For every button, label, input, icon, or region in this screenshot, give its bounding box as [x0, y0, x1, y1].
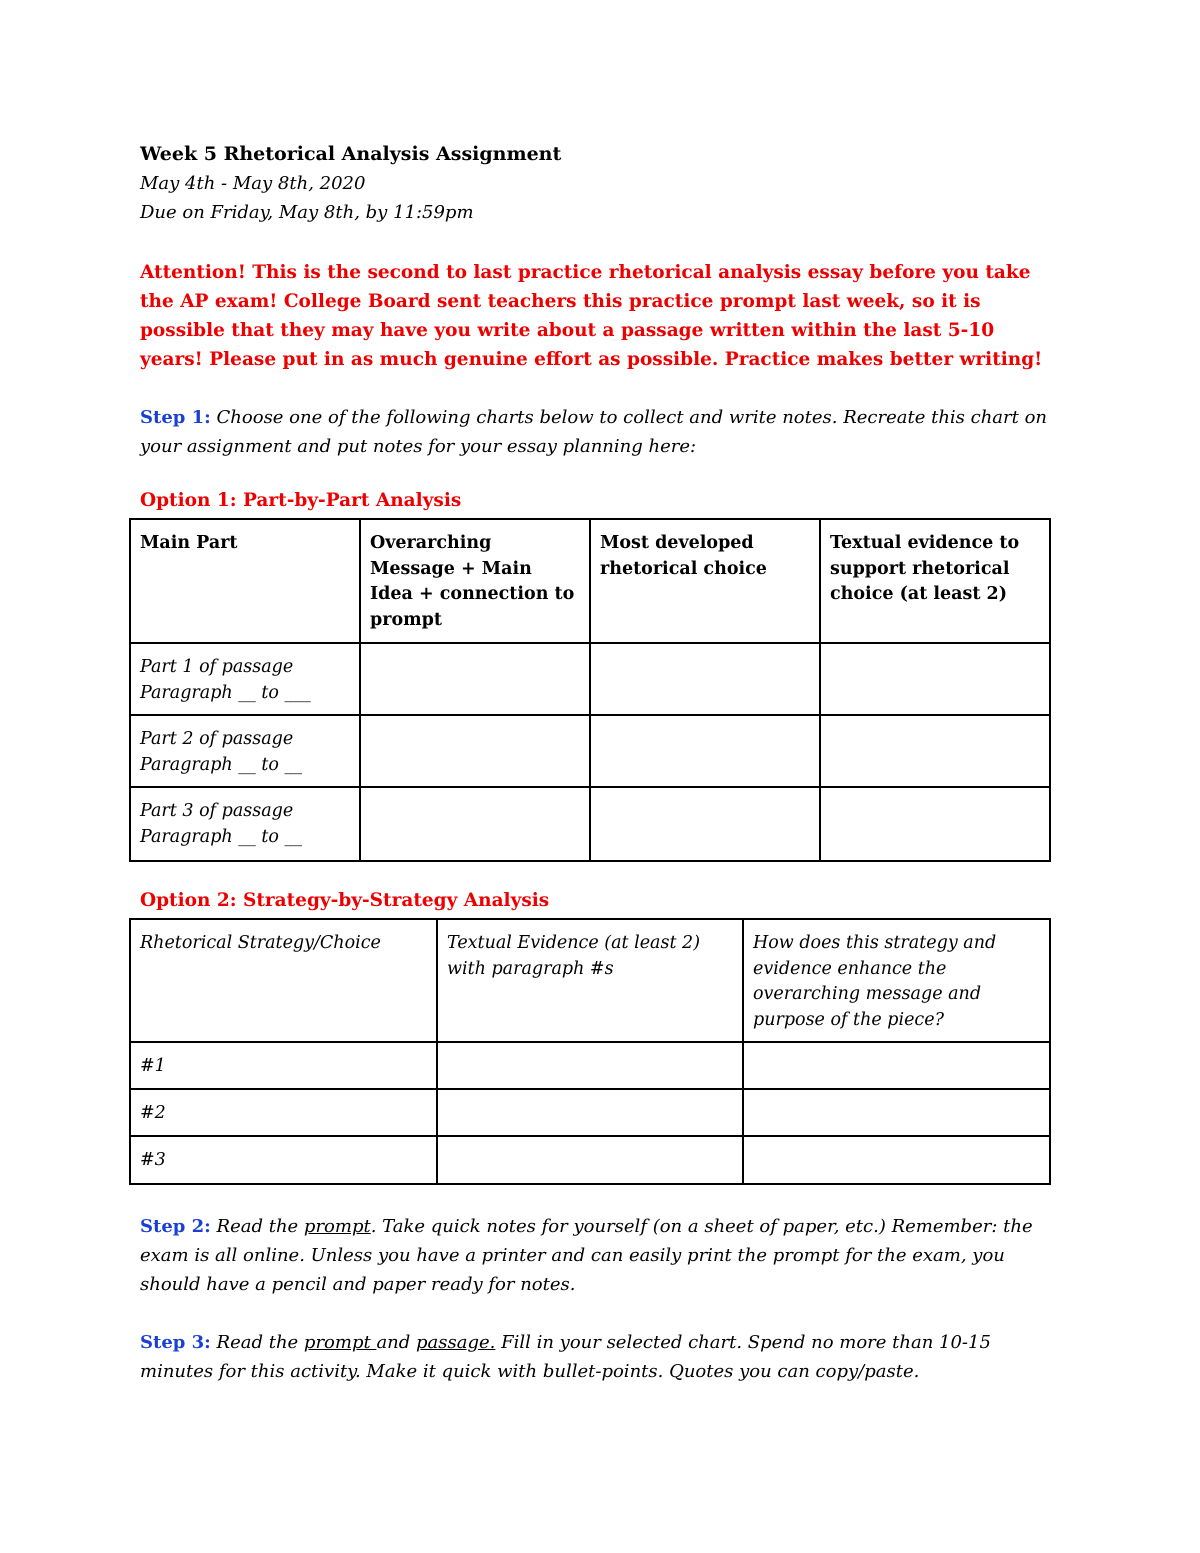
prompt-link-2[interactable]: prompt — [303, 1332, 377, 1353]
empty-cell[interactable] — [590, 787, 820, 861]
header-cell: How does this strategy and evidence enhance the overarching message and purpose of the piece? — [743, 919, 1050, 1042]
step-1 — [140, 403, 1052, 461]
passage-link[interactable]: passage. — [416, 1332, 496, 1353]
date-range: May 4th - May 8th, 2020 — [140, 173, 366, 194]
assignment-title: Week 5 Rhetorical Analysis Assignment — [140, 143, 562, 165]
step-3-label: Step 3: — [140, 1332, 211, 1353]
header-cell: Overarching Message + Main Idea + connection to prompt — [360, 519, 590, 643]
table-row — [130, 643, 1050, 715]
step-2-text-b: . Take quick notes for yourself (on a sheet of paper, etc.) Remember: the exam is all online. Unless you have a printer and can easily print the prompt for the exam, you should have a pencil and paper ready for notes. — [140, 1216, 1033, 1295]
table-row — [130, 1042, 1050, 1089]
step-2-label: Step 2: — [140, 1216, 211, 1237]
empty-cell[interactable] — [360, 643, 590, 715]
header-cell: Most developed rhetorical choice — [590, 519, 820, 643]
header-cell: Textual evidence to support rhetorical choice (at least 2) — [820, 519, 1050, 643]
empty-cell[interactable] — [360, 715, 590, 787]
row-label-cell — [130, 715, 360, 787]
empty-cell[interactable] — [820, 787, 1050, 861]
option-1-title: Option 1: Part-by-Part Analysis — [140, 490, 462, 511]
strategy-by-strategy-table — [129, 918, 1051, 1185]
table-header-row — [130, 519, 1050, 643]
step-1-label: Step 1: — [140, 407, 211, 428]
empty-cell[interactable] — [743, 1042, 1050, 1089]
part-by-part-table — [129, 518, 1051, 862]
table-header-row — [130, 919, 1050, 1042]
table-row — [130, 787, 1050, 861]
attention-notice: Attention! This is the second to last practice rhetorical analysis essay before you take the AP exam! College Board sent teachers this practice prompt last week, so it is possible that they may have you write about a passage written within the last 5-10 years! Please put in as much genuine effort as possible. Practice makes better writing! — [140, 262, 1043, 370]
table-row — [130, 715, 1050, 787]
row-label-line: Part 1 of passage — [140, 657, 294, 677]
empty-cell[interactable] — [437, 1136, 743, 1184]
empty-cell[interactable] — [437, 1042, 743, 1089]
table-row — [130, 1089, 1050, 1136]
row-label-cell: #3 — [130, 1136, 437, 1184]
step-1-text: Choose one of the following charts below to collect and write notes. Recreate this chart on your assignment and put notes for your essay planning here: — [140, 407, 1048, 457]
row-label-line: Part 2 of passage — [140, 729, 294, 749]
row-label-line: Paragraph __ to __ — [140, 754, 302, 775]
empty-cell[interactable] — [820, 715, 1050, 787]
row-label-line: Paragraph __ to ___ — [140, 682, 311, 703]
header-cell: Main Part — [130, 519, 360, 643]
option-2-title: Option 2: Strategy-by-Strategy Analysis — [140, 890, 550, 911]
empty-cell[interactable] — [820, 643, 1050, 715]
step-3-text-c: Fill in your selected chart. Spend no more than 10-15 minutes for this activity. Make it quick with bullet-points. Quotes you can copy/paste. — [140, 1332, 991, 1382]
empty-cell[interactable] — [590, 643, 820, 715]
row-label-cell: #2 — [130, 1089, 437, 1136]
empty-cell[interactable] — [590, 715, 820, 787]
step-3 — [140, 1328, 1052, 1386]
step-2-text-a: Read the — [216, 1216, 304, 1237]
step-2 — [140, 1212, 1052, 1299]
header-cell: Textual Evidence (at least 2) with paragraph #s — [437, 919, 743, 1042]
row-label-line: Paragraph __ to __ — [140, 826, 302, 847]
row-label-line: Part 3 of passage — [140, 801, 294, 821]
row-label-cell — [130, 643, 360, 715]
prompt-link[interactable]: prompt — [303, 1216, 371, 1237]
header-cell: Rhetorical Strategy/Choice — [130, 919, 437, 1042]
empty-cell[interactable] — [437, 1089, 743, 1136]
due-date: Due on Friday, May 8th, by 11:59pm — [140, 202, 474, 223]
empty-cell[interactable] — [360, 787, 590, 861]
table-row — [130, 1136, 1050, 1184]
step-3-text-a: Read the — [216, 1332, 304, 1353]
empty-cell[interactable] — [743, 1089, 1050, 1136]
row-label-cell — [130, 787, 360, 861]
empty-cell[interactable] — [743, 1136, 1050, 1184]
step-3-text-b: and — [376, 1332, 417, 1353]
row-label-cell: #1 — [130, 1042, 437, 1089]
